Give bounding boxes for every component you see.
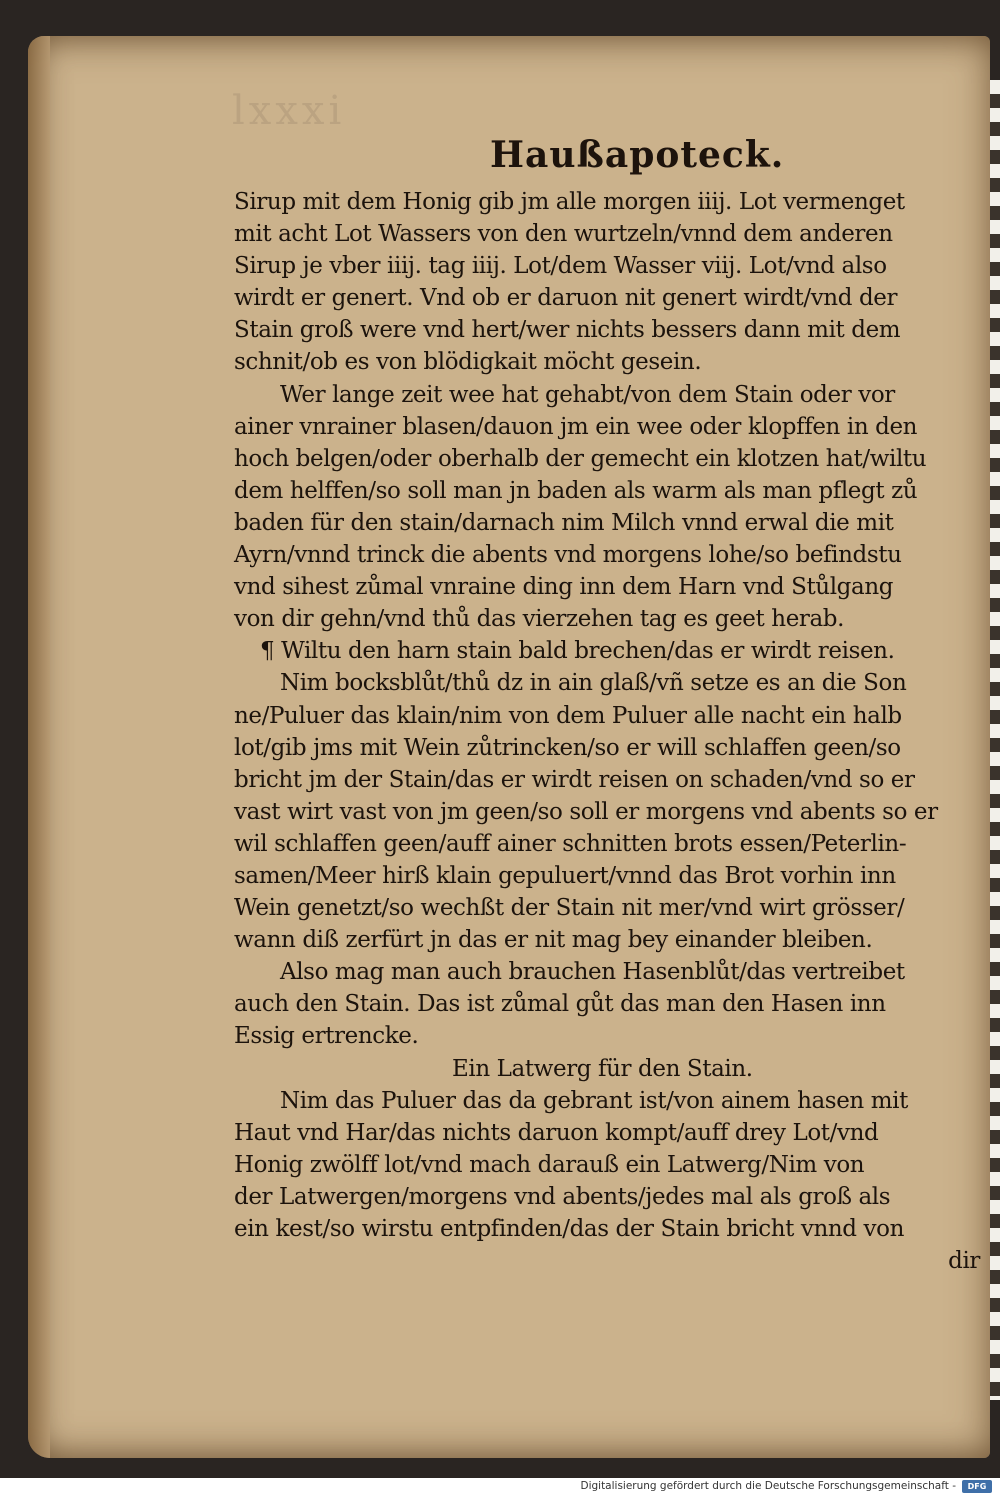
running-head: Haußapoteck.	[490, 134, 785, 176]
text-line: bricht jm der Stain/das er wirdt reisen on schaden/vnd so er	[234, 766, 915, 793]
text-line: ainer vnrainer blasen/dauon jm ein wee oder klopffen in den	[234, 413, 918, 440]
page-gutter-shadow	[28, 36, 50, 1458]
paragraph-start-line: Wer lange zeit wee hat gehabt/von dem Stain oder vor	[280, 381, 895, 408]
text-line: wann diß zerfürt jn das er nit mag bey einander bleiben.	[234, 927, 873, 954]
text-line: Stain groß were vnd hert/wer nichts bessers dann mit dem	[234, 317, 901, 344]
body-text	[234, 186, 986, 1277]
text-line: Ayrn/vnnd trinck die abents vnd morgens lohe/so befindstu	[234, 542, 902, 569]
text-line: wil schlaffen geen/auff ainer schnitten brots essen/Peterlin-	[234, 830, 907, 857]
text-line: von dir gehn/vnd thů das vierzehen tag es geet herab.	[234, 606, 845, 633]
text-line: Sirup mit dem Honig gib jm alle morgen iiij. Lot vermenget	[234, 189, 905, 215]
text-line: vnd sihest zůmal vnraine ding inn dem Harn vnd Stůlgang	[234, 574, 894, 601]
text-line: vast wirt vast von jm geen/so soll er morgens vnd abents so er	[234, 798, 938, 825]
text-line: Honig zwölff lot/vnd mach darauß ein Latwerg/Nim von	[234, 1151, 865, 1178]
section-heading: Ein Latwerg für den Stain.	[452, 1055, 753, 1082]
text-line: Haut vnd Har/das nichts daruon kompt/auff drey Lot/vnd	[234, 1119, 879, 1146]
footer-credit: Digitalisierung gefördert durch die Deutsche Forschungsgemeinschaft -	[580, 1480, 956, 1492]
faint-folio-number: lxxxi	[232, 88, 346, 134]
paragraph-start-line: Also mag man auch brauchen Hasenblůt/das vertreibet	[280, 959, 905, 986]
text-line: der Latwergen/morgens vnd abents/jedes mal als groß als	[234, 1183, 891, 1210]
text-line: Wein genetzt/so wechßt der Stain nit mer/vnd wirt grösser/	[234, 895, 905, 922]
text-line: hoch belgen/oder oberhalb der gemecht ein klotzen hat/wiltu	[234, 445, 927, 472]
paragraph-start-line: Nim das Puluer das da gebrant ist/von ainem hasen mit	[280, 1087, 908, 1114]
text-line: baden für den stain/darnach nim Milch vnnd erwal die mit	[234, 509, 894, 536]
text-line: dem helffen/so soll man jn baden als warm als man pflegt zů	[234, 477, 918, 504]
footer-bar	[0, 1478, 1000, 1497]
text-line: schnit/ob es von blödigkait möcht gesein.	[234, 349, 702, 376]
paragraph-start-line: Nim bocksblůt/thů dz in ain glaß/vñ setze es an die Son	[280, 670, 907, 697]
text-line: auch den Stain. Das ist zůmal gůt das man den Hasen inn	[234, 991, 886, 1018]
text-line: mit acht Lot Wassers von den wurtzeln/vnnd dem anderen	[234, 221, 893, 248]
section-heading: ¶ Wiltu den harn stain bald brechen/das er wirdt reisen.	[260, 638, 895, 665]
text-line: ne/Puluer das klain/nim von dem Puluer alle nacht ein halb	[234, 702, 902, 729]
text-line: ein kest/so wirstu entpfinden/das der Stain bricht vnnd von	[234, 1216, 904, 1242]
dfg-logo-icon: DFG	[962, 1480, 992, 1493]
scan-edge-strip	[990, 80, 1000, 1400]
text-line: Essig ertrencke.	[234, 1023, 419, 1050]
text-line: samen/Meer hirß klain gepuluert/vnnd das Brot vorhin inn	[234, 862, 896, 889]
text-line: wirdt er genert. Vnd ob er daruon nit genert wirdt/vnd der	[234, 285, 898, 312]
text-line: Sirup je vber iiij. tag iiij. Lot/dem Wasser viij. Lot/vnd also	[234, 253, 887, 280]
text-line: lot/gib jms mit Wein zůtrincken/so er will schlaffen geen/so	[234, 734, 901, 761]
catchword: dir	[948, 1248, 980, 1275]
